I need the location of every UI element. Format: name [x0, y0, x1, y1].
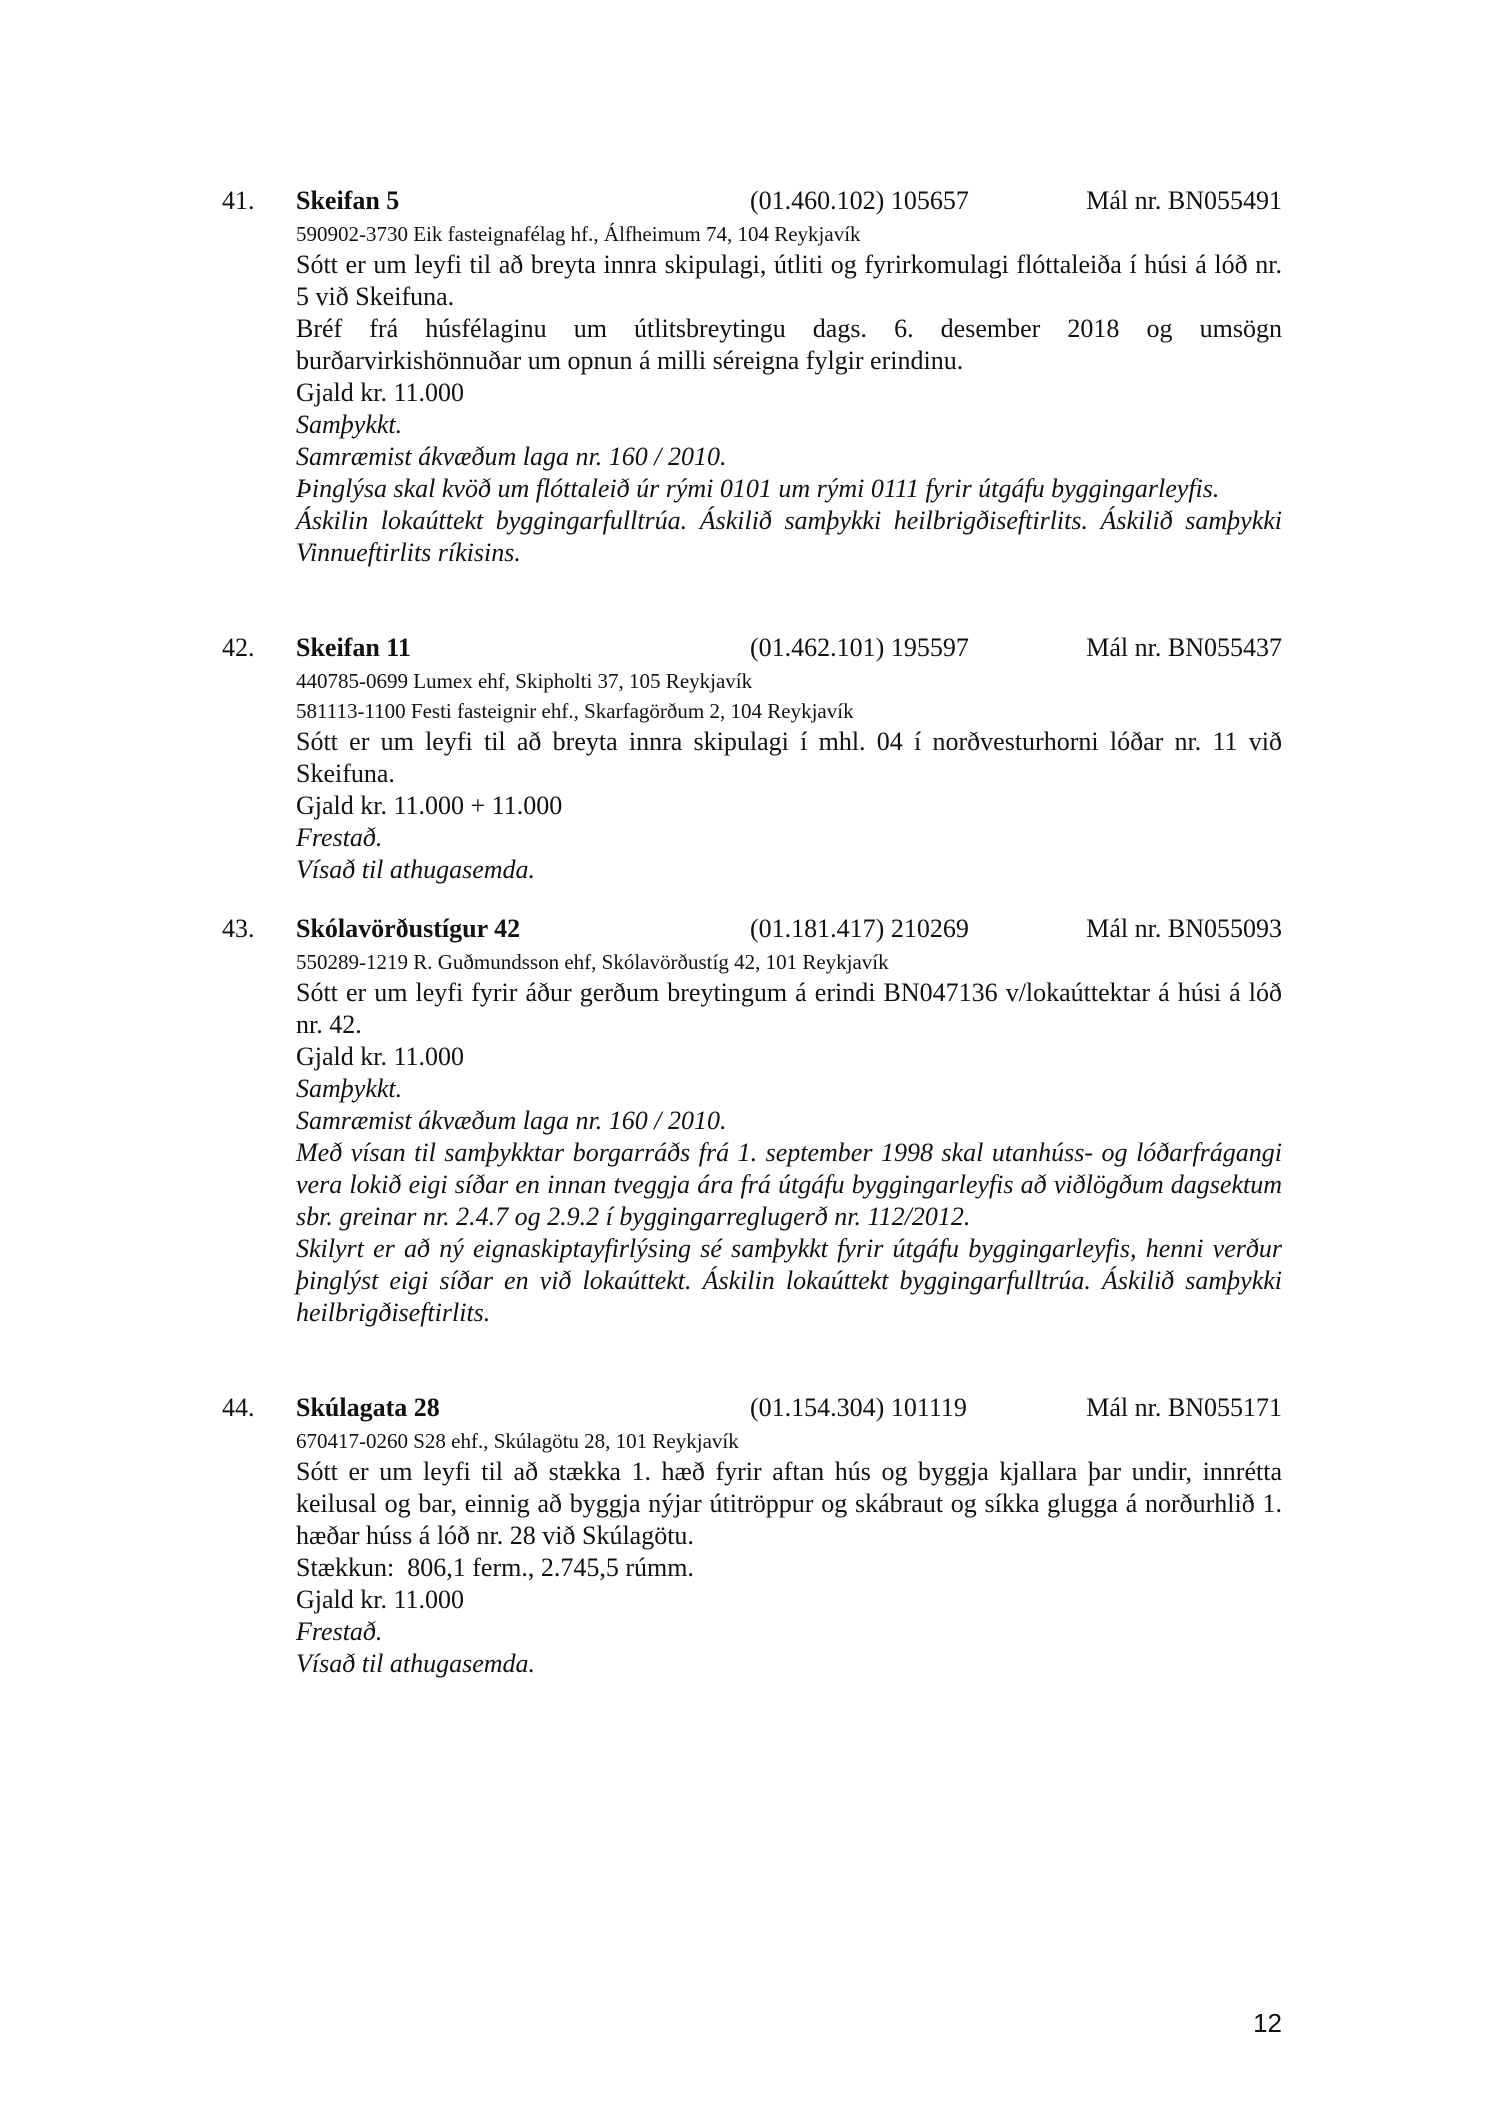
applicant-line: 670417-0260 S28 ehf., Skúlagötu 28, 101 Reykjavík [296, 1429, 739, 1453]
decision-line: Samþykkt. [296, 1074, 403, 1103]
item-number: 44. [222, 1393, 255, 1422]
size-line: Stækkun: 806,1 ferm., 2.745,5 rúmm. [296, 1553, 694, 1582]
applicant-line: 590902-3730 Eik fasteignafélag hf., Álfheimum 74, 104 Reykjavík [296, 222, 861, 246]
item-case-number: Mál nr. BN055491 [1086, 186, 1282, 215]
item-header [222, 911, 1282, 947]
decision-line: Frestað. [296, 1617, 383, 1646]
decision-note: Vísað til athugasemda. [296, 855, 536, 884]
item-reference: (01.154.304) 101119 [750, 1393, 967, 1422]
item-case-number: Mál nr. BN055437 [1086, 633, 1282, 662]
agenda-item-41 [222, 183, 1282, 569]
description-paragraph: Sótt er um leyfi til að breyta innra skipulagi í mhl. 04 í norðvesturhorni lóðar nr. 11 við Skeifuna. [296, 727, 1282, 788]
applicant-line: 581113-1100 Festi fasteignir ehf., Skarfagörðum 2, 104 Reykjavík [296, 699, 854, 723]
applicant-line: 550289-1219 R. Guðmundsson ehf, Skólavörðustíg 42, 101 Reykjavík [296, 950, 889, 974]
agenda-item-44 [222, 1390, 1282, 1680]
page-number: 12 [1253, 2008, 1282, 2038]
item-number: 41. [222, 186, 255, 215]
item-header [222, 630, 1282, 666]
condition-note: Áskilin lokaúttekt byggingarfulltrúa. Áskilið samþykki heilbrigðiseftirlits. Áskilið samþykki Vinnueftirlits ríkisins. [296, 506, 1282, 567]
item-header [222, 183, 1282, 219]
fee-line: Gjald kr. 11.000 + 11.000 [296, 791, 563, 820]
condition-note: Þinglýsa skal kvöð um flóttaleið úr rými 0101 um rými 0111 fyrir útgáfu byggingarleyfis. [296, 474, 1220, 503]
description-paragraph: Sótt er um leyfi til að stækka 1. hæð fyrir aftan hús og byggja kjallara þar undir, innrétta keilusal og bar, einnig að byggja nýjar útitröppur og skábraut og síkka glugga á norðurhlið 1. hæðar húss á lóð nr. 28 við Skúlagötu. [296, 1457, 1282, 1550]
fee-line: Gjald kr. 11.000 [296, 378, 465, 407]
agenda-item-43 [222, 911, 1282, 1329]
item-body [296, 666, 1282, 886]
fee-line: Gjald kr. 11.000 [296, 1042, 465, 1071]
item-body [296, 947, 1282, 1329]
description-paragraph: Sótt er um leyfi fyrir áður gerðum breytingum á erindi BN047136 v/lokaúttektar á húsi á lóð nr. 42. [296, 978, 1282, 1039]
item-reference: (01.181.417) 210269 [750, 914, 969, 943]
decision-line: Frestað. [296, 823, 383, 852]
item-case-number: Mál nr. BN055093 [1086, 914, 1282, 943]
legal-note: Samræmist ákvæðum laga nr. 160 / 2010. [296, 1106, 727, 1135]
item-title: Skólavörðustígur 42 [296, 914, 521, 943]
item-reference: (01.460.102) 105657 [750, 186, 969, 215]
item-title: Skeifan 11 [296, 633, 411, 662]
decision-note: Vísað til athugasemda. [296, 1649, 536, 1678]
description-paragraph: Sótt er um leyfi til að breyta innra skipulagi, útliti og fyrirkomulagi flóttaleiða í húsi á lóð nr. 5 við Skeifuna. [296, 250, 1282, 311]
decision-line: Samþykkt. [296, 410, 403, 439]
agenda-item-42 [222, 630, 1282, 886]
fee-line: Gjald kr. 11.000 [296, 1585, 465, 1614]
item-number: 42. [222, 633, 255, 662]
condition-note: Skilyrt er að ný eignaskiptayfirlýsing sé samþykkt fyrir útgáfu byggingarleyfis, henni verður þinglýst eigi síðar en við lokaúttekt. Áskilin lokaúttekt byggingarfulltrúa. Áskilið samþykki heilbrigðiseftirlits. [296, 1234, 1282, 1327]
item-case-number: Mál nr. BN055171 [1086, 1393, 1282, 1422]
applicant-line: 440785-0699 Lumex ehf, Skipholti 37, 105 Reykjavík [296, 669, 753, 693]
item-header [222, 1390, 1282, 1426]
item-title: Skeifan 5 [296, 186, 400, 215]
item-reference: (01.462.101) 195597 [750, 633, 969, 662]
item-body [296, 219, 1282, 569]
item-body [296, 1426, 1282, 1680]
condition-note: Með vísan til samþykktar borgarráðs frá 1. september 1998 skal utanhúss- og lóðarfrágangi vera lokið eigi síðar en innan tveggja ára frá útgáfu byggingarleyfis að viðlögðum dagsektum sbr. greinar nr. 2.4.7 og 2.9.2 í byggingarreglugerð nr. 112/2012. [296, 1138, 1282, 1231]
legal-note: Samræmist ákvæðum laga nr. 160 / 2010. [296, 442, 727, 471]
description-paragraph: Bréf frá húsfélaginu um útlitsbreytingu dags. 6. desember 2018 og umsögn burðarvirkishönnuðar um opnun á milli séreigna fylgir erindinu. [296, 314, 1282, 375]
item-title: Skúlagata 28 [296, 1393, 440, 1422]
item-number: 43. [222, 914, 255, 943]
